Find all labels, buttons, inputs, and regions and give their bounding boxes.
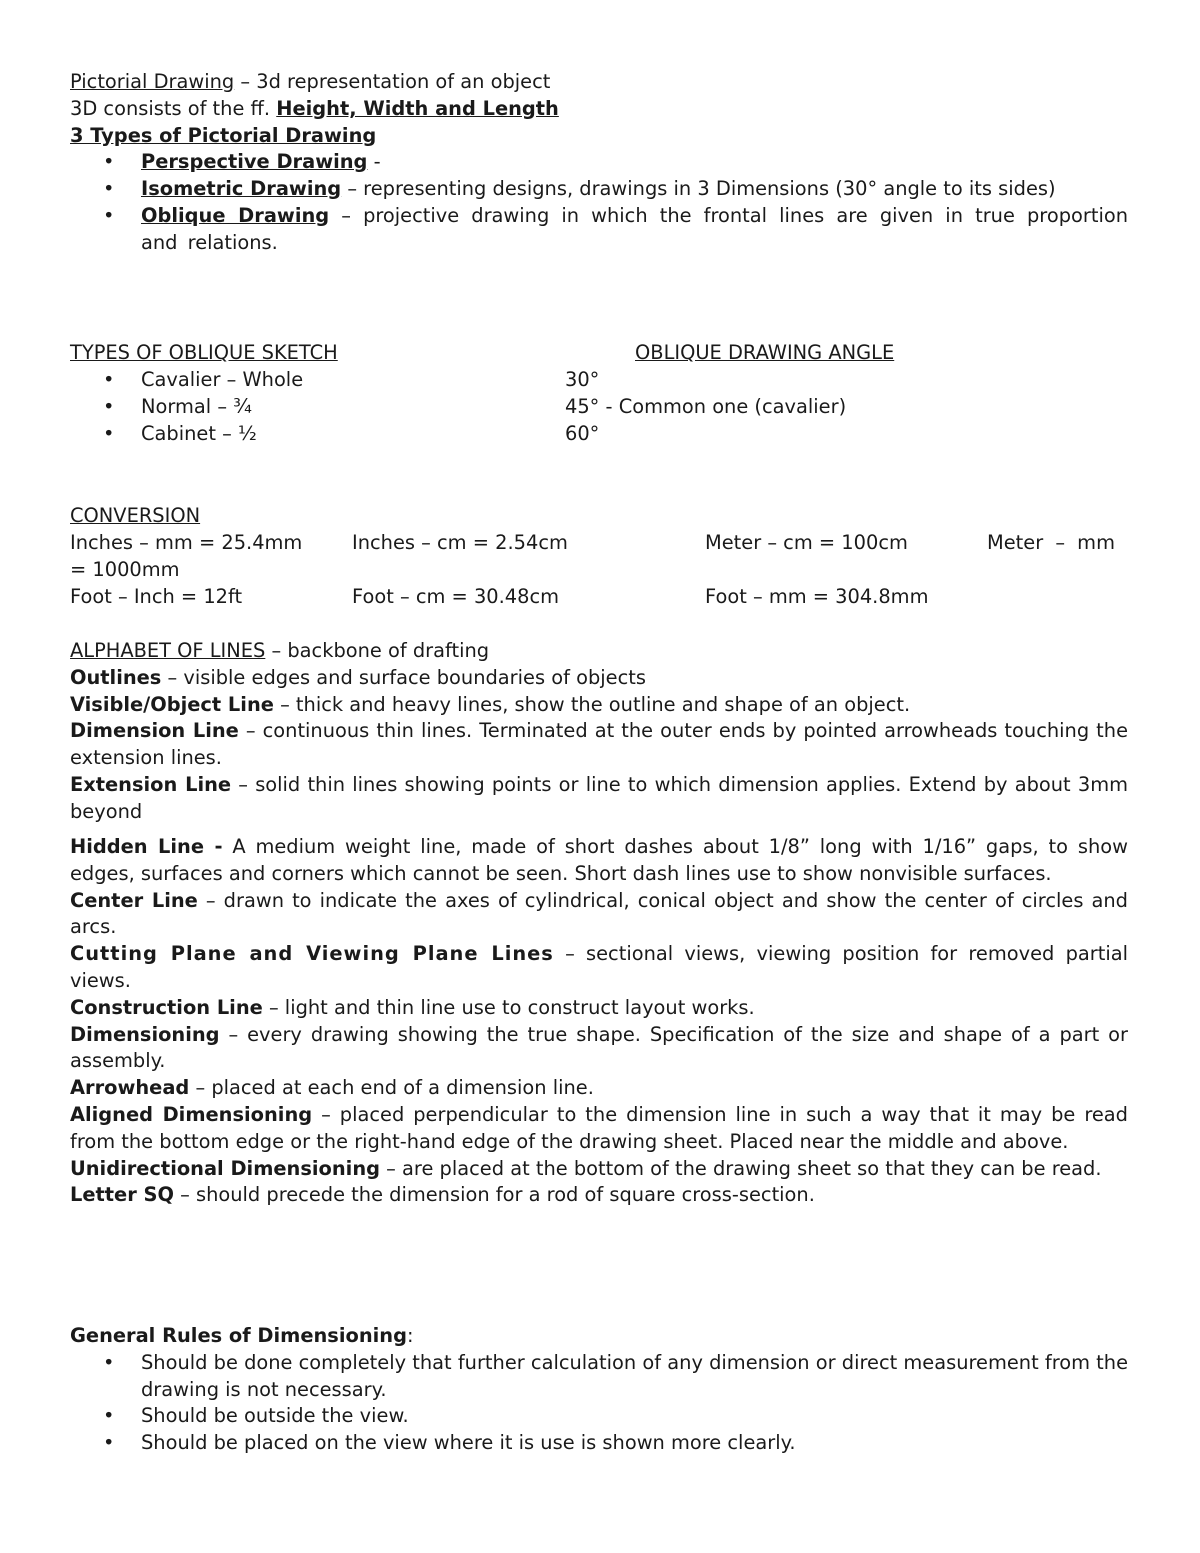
oblique-sketch-heading: TYPES OF OBLIQUE SKETCH xyxy=(70,341,338,364)
entry-desc: – placed at each end of a dimension line. xyxy=(189,1076,594,1100)
definition-entry xyxy=(70,718,1128,772)
angle-value: 30° xyxy=(565,368,600,391)
entry-desc: – light and thin line use to construct layout works. xyxy=(262,995,755,1019)
conversion-cell: Foot – cm = 30.48cm xyxy=(352,585,560,608)
rules-heading-line xyxy=(70,1323,1128,1350)
dimensions-list: Height, Width and Length xyxy=(276,96,559,120)
entry-term: Dimension Line xyxy=(70,719,239,743)
entry-term: Visible/Object Line xyxy=(70,692,274,716)
entry-desc: – continuous thin lines. Terminated at the outer ends by pointed arrowheads touching the extension lines. xyxy=(70,719,1129,770)
conversion-cell: Foot – Inch = 12ft xyxy=(70,585,243,608)
list-item: • Cavalier – Whole xyxy=(70,367,550,394)
definition-entry xyxy=(70,772,1128,826)
entry-term: Letter SQ xyxy=(70,1183,174,1207)
entry-term: Arrowhead xyxy=(70,1076,190,1100)
conversion-cell: Meter – mm xyxy=(987,531,1115,554)
oblique-angle-heading: OBLIQUE DRAWING ANGLE xyxy=(635,341,895,364)
conversion-section xyxy=(70,503,1128,613)
list-item: • Cabinet – ½ xyxy=(70,421,550,448)
entry-desc: – thick and heavy lines, show the outline and shape of an object. xyxy=(273,692,911,716)
entry-term: Unidirectional Dimensioning xyxy=(70,1156,381,1180)
definition-entry xyxy=(70,1156,1128,1183)
angle-value: 45° - Common one (cavalier) xyxy=(565,394,847,418)
oblique-sketch-list xyxy=(70,367,550,447)
list-item: • Should be outside the view. xyxy=(70,1403,1128,1430)
rules-heading: General Rules of Dimensioning xyxy=(70,1324,407,1347)
entry-desc: – should precede the dimension for a rod of square cross-section. xyxy=(173,1183,815,1207)
conversion-heading: CONVERSION xyxy=(70,504,201,527)
list-item xyxy=(70,203,1128,257)
rules-heading-colon: : xyxy=(406,1324,414,1347)
item-desc: - xyxy=(367,150,381,174)
entry-term: Center Line xyxy=(70,888,198,912)
angle-value: 60° xyxy=(565,421,600,445)
item-desc: – representing designs, drawings in 3 Dimensions (30° angle to its sides) xyxy=(341,177,1056,201)
item-term: Perspective Drawing xyxy=(141,150,368,174)
entry-term: Cutting Plane and Viewing Plane Lines xyxy=(70,942,554,966)
entry-term: Aligned Dimensioning xyxy=(70,1102,313,1126)
entry-term: Construction Line xyxy=(70,995,263,1019)
entry-desc: – every drawing showing the true shape. Specification of the size and shape of a part or assembly. xyxy=(70,1022,1128,1073)
alphabet-section xyxy=(70,638,1128,1209)
definition-entry xyxy=(70,833,1128,888)
entry-desc: – drawn to indicate the axes of cylindrical, conical object and show the center of circles and arcs. xyxy=(70,888,1128,939)
conversion-cell: Foot – mm = 304.8mm xyxy=(705,585,929,608)
oblique-section xyxy=(70,340,1128,450)
list-item xyxy=(70,176,1128,203)
pictorial-desc: – 3d representation of an object xyxy=(234,70,551,93)
entry-term: Dimensioning xyxy=(70,1022,220,1046)
definition-entry xyxy=(70,692,1128,719)
definition-entry xyxy=(70,665,1128,692)
entry-desc: – solid thin lines showing points or line to which dimension applies. Extend by about 3mm beyond xyxy=(70,772,1128,823)
oblique-angle-list xyxy=(565,367,846,447)
item-desc: – projective drawing in which the frontal lines are given in true proportion and relations. xyxy=(141,203,1128,254)
conversion-cell: Inches – mm = 25.4mm xyxy=(70,531,303,554)
pictorial-term: Pictorial Drawing xyxy=(70,70,235,93)
types-heading: 3 Types of Pictorial Drawing xyxy=(70,123,377,147)
definition-entry xyxy=(70,1075,1128,1102)
definition-entry xyxy=(70,941,1128,995)
pictorial-types-list xyxy=(70,149,1128,256)
rules-list xyxy=(70,1350,1128,1457)
alphabet-heading-line xyxy=(70,638,1128,665)
conversion-cell: Inches – cm = 2.54cm xyxy=(352,531,568,554)
entry-term: Hidden Line - xyxy=(70,834,223,858)
alphabet-heading: ALPHABET OF LINES xyxy=(70,639,266,662)
item-term: Oblique Drawing xyxy=(141,203,330,227)
entry-desc: – sectional views, viewing position for removed partial views. xyxy=(70,942,1128,992)
alphabet-heading-desc: – backbone of drafting xyxy=(265,639,490,662)
definition-entry xyxy=(70,1182,1128,1209)
rules-section xyxy=(70,1323,1128,1457)
definition-entry xyxy=(70,888,1128,942)
dimensions-prefix: 3D consists of the ff. xyxy=(70,96,277,120)
entry-term: Extension Line xyxy=(70,772,232,796)
definition-entry xyxy=(70,995,1128,1022)
conversion-cell: Meter – cm = 100cm xyxy=(705,531,908,554)
list-item: • Should be done completely that further calculation of any dimension or direct measurement from the drawing is not necessary. xyxy=(70,1350,1128,1404)
list-item xyxy=(70,149,1128,176)
pictorial-definition xyxy=(70,69,1128,96)
definition-entry xyxy=(70,1102,1128,1156)
conversion-cell-wrap: = 1000mm xyxy=(70,558,180,581)
entry-desc: – visible edges and surface boundaries of objects xyxy=(161,665,646,689)
item-term: Isometric Drawing xyxy=(141,177,342,201)
dimensions-line xyxy=(70,96,1128,123)
pictorial-section xyxy=(70,69,1128,257)
entry-term: Outlines xyxy=(70,665,162,689)
entry-desc: A medium weight line, made of short dashes about 1/8” long with 1/16” gaps, to show edges, surfaces and corners which cannot be seen. Short dash lines use to show nonvisible surfaces. xyxy=(70,834,1128,886)
definition-entry xyxy=(70,1022,1128,1076)
list-item: • Normal – ¾ xyxy=(70,394,550,421)
entry-desc: – are placed at the bottom of the drawing sheet so that they can be read. xyxy=(380,1156,1102,1180)
list-item: • Should be placed on the view where it is use is shown more clearly. xyxy=(70,1430,1128,1457)
entry-desc: – placed perpendicular to the dimension line in such a way that it may be read from the bottom edge or the right-hand edge of the drawing sheet. Placed near the middle and above. xyxy=(70,1102,1128,1153)
